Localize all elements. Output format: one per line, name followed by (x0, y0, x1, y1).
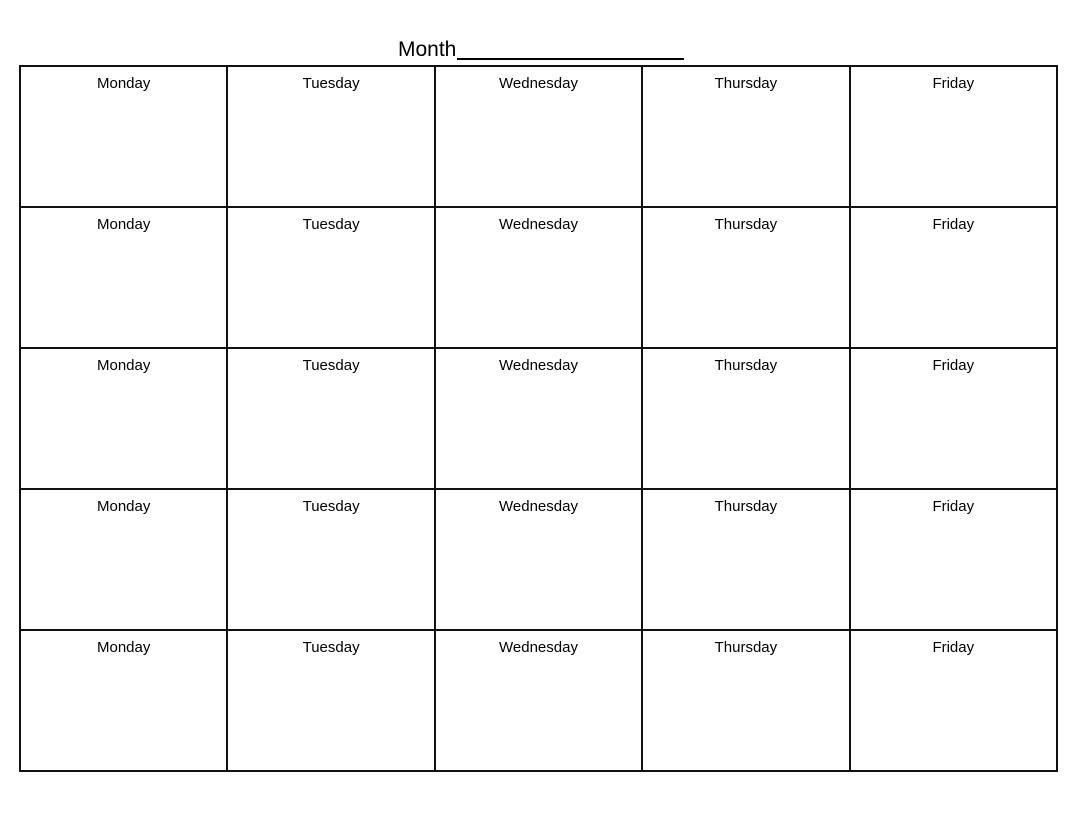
day-label: Friday (932, 216, 975, 233)
day-label: Monday (97, 498, 151, 515)
day-cell[interactable] (643, 490, 850, 631)
day-cell[interactable] (851, 631, 1058, 772)
month-title (398, 38, 684, 62)
day-label: Monday (97, 357, 151, 374)
day-cell[interactable] (851, 349, 1058, 490)
day-cell[interactable] (228, 349, 435, 490)
title-row (0, 36, 1080, 64)
day-label: Tuesday (302, 639, 360, 656)
day-label: Friday (932, 498, 975, 515)
day-cell[interactable] (21, 67, 228, 208)
day-label: Wednesday (499, 639, 578, 656)
day-cell[interactable] (228, 208, 435, 349)
day-label: Wednesday (499, 357, 578, 374)
day-label: Monday (97, 216, 151, 233)
day-cell[interactable] (851, 208, 1058, 349)
day-cell[interactable] (21, 349, 228, 490)
day-label: Tuesday (302, 498, 360, 515)
day-cell[interactable] (21, 208, 228, 349)
day-cell[interactable] (228, 67, 435, 208)
day-label: Thursday (714, 357, 778, 374)
day-label: Friday (932, 639, 975, 656)
day-cell[interactable] (436, 67, 643, 208)
day-label: Monday (97, 639, 151, 656)
day-cell[interactable] (643, 631, 850, 772)
day-cell[interactable] (851, 67, 1058, 208)
day-cell[interactable] (228, 631, 435, 772)
day-cell[interactable] (436, 631, 643, 772)
calendar-grid (19, 65, 1058, 772)
month-label: Month (398, 38, 457, 61)
day-cell[interactable] (643, 208, 850, 349)
day-label: Wednesday (499, 216, 578, 233)
day-label: Thursday (714, 75, 778, 92)
day-cell[interactable] (643, 349, 850, 490)
day-label: Wednesday (499, 498, 578, 515)
day-cell[interactable] (228, 490, 435, 631)
day-label: Friday (932, 75, 975, 92)
day-label: Thursday (714, 498, 778, 515)
day-label: Friday (932, 357, 975, 374)
day-label: Wednesday (499, 75, 578, 92)
day-cell[interactable] (436, 349, 643, 490)
day-label: Monday (97, 75, 151, 92)
day-cell[interactable] (643, 67, 850, 208)
day-label: Tuesday (302, 75, 360, 92)
day-label: Thursday (714, 639, 778, 656)
day-label: Tuesday (302, 357, 360, 374)
month-blank-line[interactable] (457, 58, 684, 60)
day-cell[interactable] (21, 631, 228, 772)
day-cell[interactable] (436, 490, 643, 631)
day-cell[interactable] (436, 208, 643, 349)
day-cell[interactable] (851, 490, 1058, 631)
day-label: Tuesday (302, 216, 360, 233)
day-cell[interactable] (21, 490, 228, 631)
day-label: Thursday (714, 216, 778, 233)
